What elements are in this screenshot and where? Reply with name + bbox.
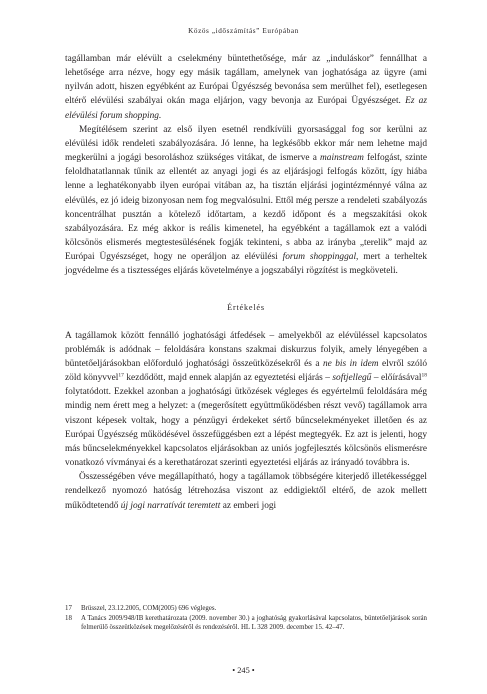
paragraph-4 [65,470,427,512]
paragraph-2-text-a: Megítélésem szerint az első ilyen esetnél rendkívüli gyorsasággal fog sor kerülni az elévülési idők rendeleti szabályozására. Jó lenne, ha legkésőbb ekkor már nem lehetne majd megkerülni a jogági besoroláshoz szükséges vitákat, de ismerve a [65,124,427,164]
body-text [65,52,427,513]
footnote-number: 18 [65,614,72,622]
paragraph-4-text-c: az emberi jogi [220,500,277,511]
footnote-text: A Tanács 2009/948/IB kerethatározata (2009. november 30.) a joghatóság gyakorlásával kapcsolatos, büntetőeljárások során felmerülő összeütközések megelőzéséről és rendezéséről. HL L 328 2009. december 15. 42–47. [81,614,427,632]
paragraph-2 [65,123,427,279]
paragraph-3-text-d: kezdődött, majd ennek alapján az egyeztetési eljárás – [123,373,333,384]
section-title: Értékelés [227,302,265,312]
page-number: • 245 • [232,666,255,675]
paragraph-3-text-g: folytatódott. Ezekkel azonban a joghatósági ütközések végleges és egyértelmű feloldására még mindig nem érett meg a helyzet: a (megerősített együttműködésben részt vevő) tagállamok arra viszont képesek voltak, hogy a pénzügyi érdekeket sértő bűncselekményeket illetően és az Európai Ügyészség működésével összefüggésben ezt a lépést megtegyék. Ez azt is jelenti, hogy más bűncselekményekkel kapcsolatos eljárásokban az uniós jogfejlesztés kölcsönös elismerésre vonatkozó vívmányai és a kerethatározat szerinti egyeztetési eljárás az irányadó továbbra is. [65,387,427,469]
paragraph-4-text-a: Összességében véve megállapítható, hogy a tagállamok többségére kiterjedő illetékességgel rendelkező nyomozó hatóság létrehozása viszont az eddigiektől eltérő, de azok mellett működtetendő [65,472,427,511]
paragraph-2-emphasis-forum-shopping: forum shoppinggal [282,252,357,263]
footnote-ref-17[interactable]: 17 [118,372,124,379]
paragraph-2-text-c: felfogást, szinte feloldhatatlannak tűnik az ellentét az anyagi jogi és az eljárásjogi felfogás között, így hiába lenne a leghatékonyabb ilyen európai vitában az, ha tisztán eljárási jogintézménnyé válna az elévülés, ez jó ideig bizonyosan nem fog megvalósulni. Ettől még persze a rendeleti szabályozás koncentrálhat pusztán a kötelező időtartam, a kezdő időpont és a megszakítási okok szabályozására. Ez még akkor is reális kimenetel, ha egyébként a tagállamok ezt a valódi kölcsönös elismerés megtestesülésének fogják tekinteni, s abba az irányba „terelik” majd az Európai Ügyészséget, hogy ne operáljon az elévülési [65,153,427,263]
paragraph-3-emphasis-soft: softjellegű [332,373,372,384]
footnote-18 [65,614,427,633]
paragraph-1-emphasis: Ez az elévülési forum shopping. [65,96,427,121]
paragraph-3 [65,329,427,471]
footnote-number: 17 [65,605,72,612]
paragraph-4-emphasis: új jogi narratívát teremtett [120,500,221,511]
paragraph-1-text: tagállamban már elévült a cselekmény büntethetősége, már az „induláskor” fennállhat a lehetősége arra nézve, hogy egy másik tagállam, amelynek van joghatósága az ügyre (ami nyilván adott, hiszen egyébként az Európai Ügyészség bevonása sem merülhet fel), esetlegesen eltérő elévülési szabályai okán maga eljárjon, vagy bevonja az Európai Ügyészséget. [65,54,427,107]
footnote-17 [65,604,427,614]
paragraph-3-text-c: elvről szóló zöld könyvvel [65,358,427,384]
paragraph-3-text-a: A tagállamok között fennálló joghatósági átfedések – amelyekből az elévüléssel kapcsolatos problémák is adódnak – feloldására konstans szakmai diskurzus folyik, amely lényegében a büntetőeljárásokban előforduló joghatósági összeütközésekről és a [65,330,427,369]
footnote-text: Brüsszel, 23.12.2005, COM(2005) 696 végleges. [81,605,217,612]
footnote-ref-18[interactable]: 18 [421,372,428,379]
paragraph-2-emphasis-mainstream: mainstream [320,153,364,164]
paragraph-3-text-f: – előírásával [371,373,422,384]
footnotes [65,604,427,633]
paragraph-3-emphasis-ne-bis-in-idem: ne bis in idem [322,358,379,369]
paragraph-1 [65,52,427,123]
running-head: Közös „időszámítás” Európában [188,27,299,35]
paragraph-2-text-e: , mert a terheltek jogvédelme és a tisztességes eljárás követelménye a jogszabályi rögzítést is megköveteli. [65,252,427,277]
